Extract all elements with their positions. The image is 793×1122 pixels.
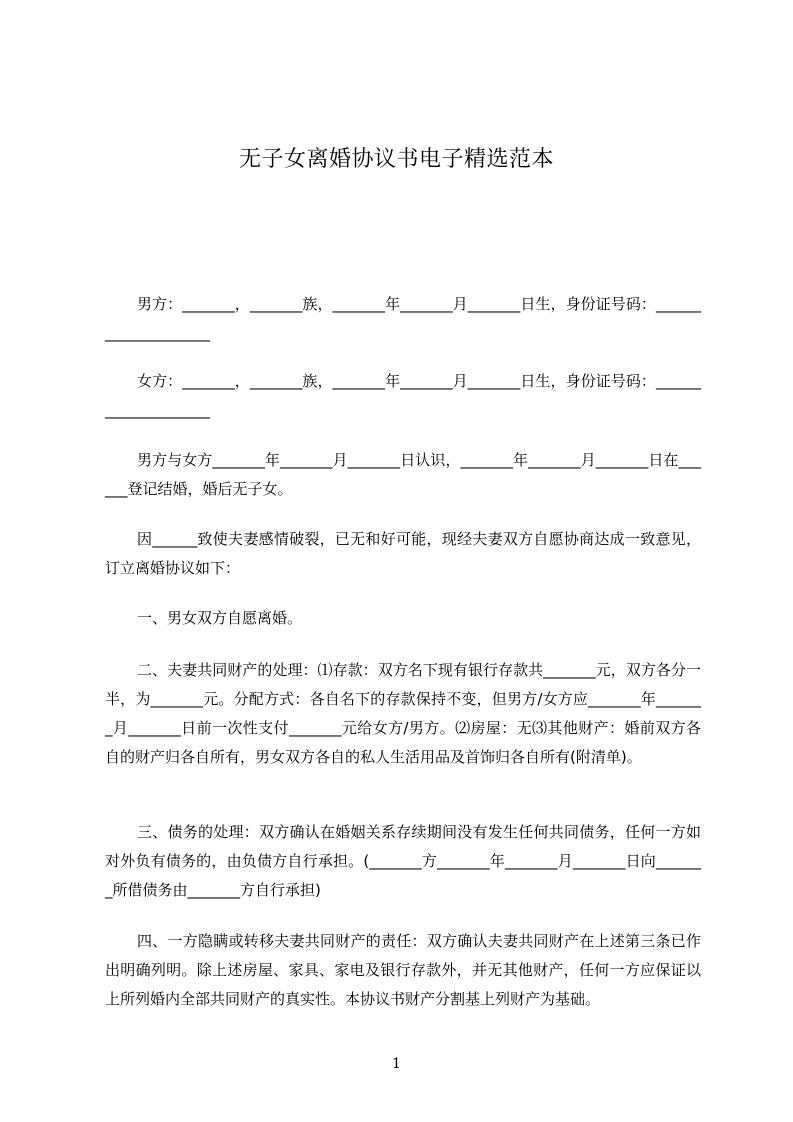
paragraph-male-party: 男方：_______，_______族，_______年_______月_______日生，身份证号码：____________________	[105, 295, 701, 342]
paragraph-clause-1: 一、男女双方自愿离婚。	[137, 609, 303, 627]
page-number: 1	[392, 1056, 401, 1072]
paragraph-marriage-info: 男方与女方_______年_______月_______日认识，_______年_______月_______日在______登记结婚，婚后无子女。	[105, 451, 701, 498]
paragraph-reason: 因______致使夫妻感情破裂，已无和好可能，现经夫妻双方自愿协商达成一致意见，订立离婚协议如下：	[105, 530, 701, 577]
document-title: 无子女离婚协议书电子精选范本	[238, 147, 554, 172]
paragraph-clause-2-property: 二、夫妻共同财产的处理：⑴存款：双方名下现有银行存款共_______元，双方各分一半，为_______元。分配方式：各自名下的存款保持不变，但男方/女方应_______年_______月_______日前一次性支付_______元给女方/男方。⑵房屋：无⑶其他财产：婚前双方各自的财产归各自所有，男女双方各自的私人生活用品及首饰归各自所有(附清单)。	[105, 661, 701, 766]
paragraph-female-party: 女方：_______，_______族，_______年_______月_______日生，身份证号码：____________________	[105, 372, 701, 419]
paragraph-clause-4-concealment: 四、一方隐瞒或转移夫妻共同财产的责任：双方确认夫妻共同财产在上述第三条已作出明确列明。除上述房屋、家具、家电及银行存款外，并无其他财产，任何一方应保证以上所列婚内全部共同财产的真实性。本协议书财产分割基上列财产为基础。	[105, 932, 701, 1008]
paragraph-clause-3-debts: 三、债务的处理：双方确认在婚姻关系存续期间没有发生任何共同债务，任何一方如对外负有债务的，由负债方自行承担。(_______方_______年_______月_______日向_______所借债务由_______方自行承担)	[105, 823, 701, 899]
